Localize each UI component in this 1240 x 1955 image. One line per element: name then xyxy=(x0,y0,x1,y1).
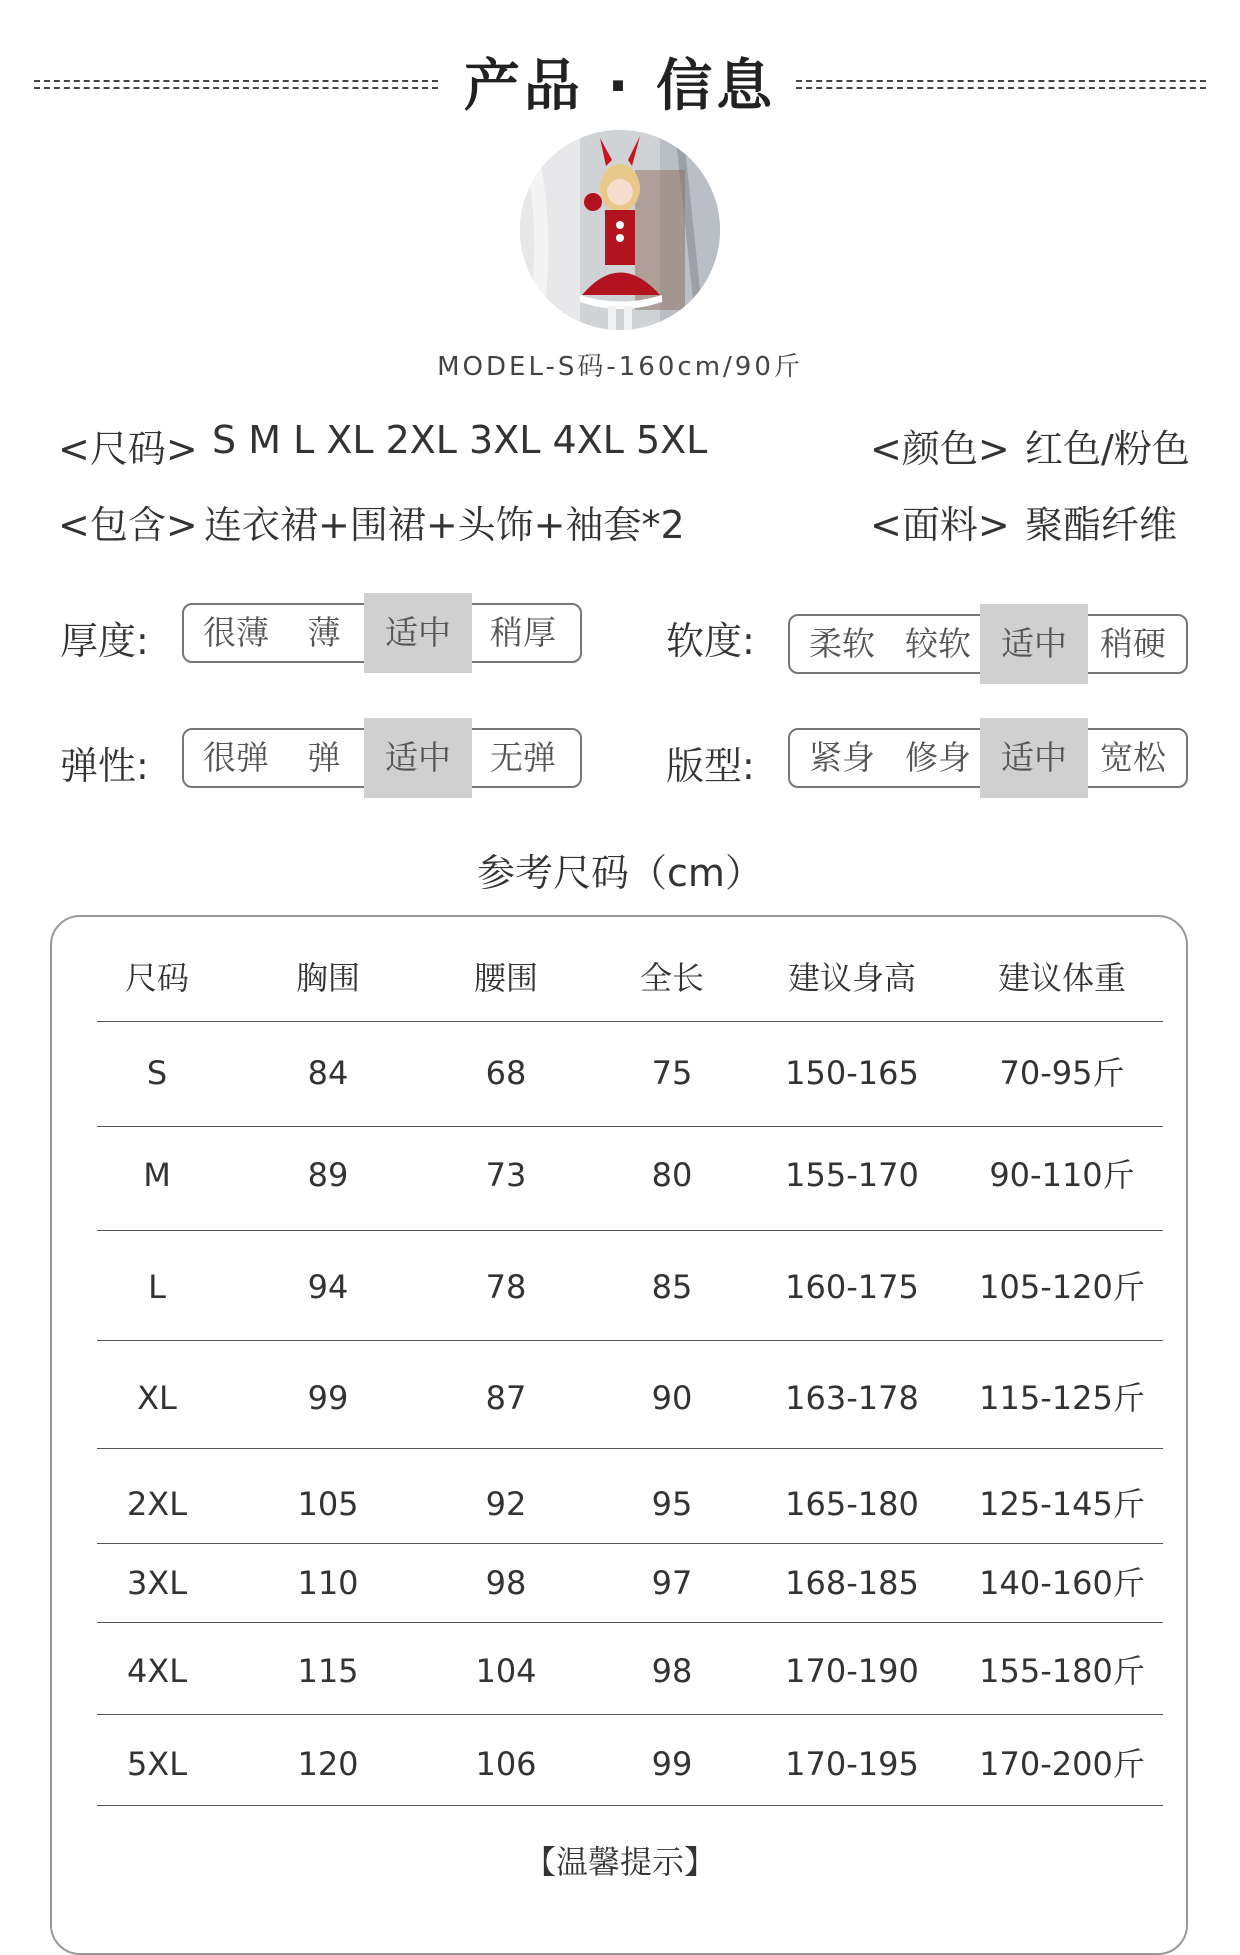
table-cell-size: M xyxy=(143,1156,171,1194)
elasticity-option: 很弹 xyxy=(203,738,269,777)
includes-value: 连衣裙+围裙+头饰+袖套*2 xyxy=(204,503,685,547)
fabric-label: <面料> xyxy=(870,503,1010,547)
thickness-label: 厚度: xyxy=(60,619,149,663)
table-cell-weight: 155-180斤 xyxy=(979,1652,1145,1690)
table-row-divider xyxy=(97,1622,1163,1623)
size-label: <尺码> xyxy=(58,427,198,471)
thickness-option: 很薄 xyxy=(203,613,269,652)
table-cell-chest: 120 xyxy=(297,1745,359,1783)
table-header-size: 尺码 xyxy=(124,959,189,997)
table-cell-weight: 90-110斤 xyxy=(989,1156,1135,1194)
elasticity-label: 弹性: xyxy=(60,744,149,788)
fit-option: 紧身 xyxy=(809,738,875,777)
table-cell-waist: 87 xyxy=(485,1379,527,1417)
fit-option: 宽松 xyxy=(1100,738,1166,777)
model-photo xyxy=(520,130,720,330)
softness-option: 柔软 xyxy=(809,624,875,663)
table-cell-size: 5XL xyxy=(126,1745,188,1783)
table-row-divider xyxy=(97,1021,1163,1022)
table-cell-weight: 170-200斤 xyxy=(979,1745,1145,1783)
softness-option: 稍硬 xyxy=(1100,624,1166,663)
table-cell-waist: 68 xyxy=(485,1054,527,1092)
color-value: 红色/粉色 xyxy=(1025,427,1190,471)
fit-scale xyxy=(788,728,1188,788)
table-cell-height: 160-175 xyxy=(785,1268,919,1306)
table-cell-chest: 89 xyxy=(307,1156,349,1194)
table-cell-weight: 70-95斤 xyxy=(999,1054,1125,1092)
size-value: S M L XL 2XL 3XL 4XL 5XL xyxy=(212,418,708,462)
color-label: <颜色> xyxy=(870,427,1010,471)
elasticity-scale xyxy=(182,728,582,788)
table-cell-height: 163-178 xyxy=(785,1379,919,1417)
fit-option-selected: 适中 xyxy=(980,718,1088,798)
table-header-weight: 建议体重 xyxy=(997,959,1126,997)
table-header-length: 全长 xyxy=(639,959,704,997)
table-row-divider xyxy=(97,1230,1163,1231)
table-cell-waist: 98 xyxy=(485,1564,527,1602)
thickness-option-selected: 适中 xyxy=(364,593,472,673)
elasticity-option-selected: 适中 xyxy=(364,718,472,798)
table-cell-waist: 73 xyxy=(485,1156,527,1194)
table-cell-chest: 115 xyxy=(297,1652,359,1690)
table-cell-length: 85 xyxy=(651,1268,693,1306)
includes-label: <包含> xyxy=(58,503,198,547)
table-cell-length: 90 xyxy=(651,1379,693,1417)
table-cell-waist: 78 xyxy=(485,1268,527,1306)
table-cell-length: 97 xyxy=(651,1564,693,1602)
table-cell-length: 99 xyxy=(651,1745,693,1783)
table-header-waist: 腰围 xyxy=(473,959,538,997)
table-row-divider xyxy=(97,1805,1163,1806)
fit-label: 版型: xyxy=(666,744,755,788)
table-cell-weight: 125-145斤 xyxy=(979,1485,1145,1523)
table-cell-waist: 106 xyxy=(475,1745,537,1783)
thickness-option: 稍厚 xyxy=(490,613,556,652)
table-cell-weight: 140-160斤 xyxy=(979,1564,1145,1602)
model-caption: MODEL-S码-160cm/90斤 xyxy=(437,352,803,382)
table-cell-height: 165-180 xyxy=(785,1485,919,1523)
softness-scale xyxy=(788,614,1188,674)
table-row-divider xyxy=(97,1543,1163,1544)
table-header-chest: 胸围 xyxy=(295,959,360,997)
table-cell-chest: 99 xyxy=(307,1379,349,1417)
table-cell-size: 2XL xyxy=(126,1485,188,1523)
page-title: 产品 · 信息 xyxy=(463,54,777,119)
table-cell-size: 4XL xyxy=(126,1652,188,1690)
fabric-value: 聚酯纤维 xyxy=(1025,503,1178,547)
table-cell-waist: 104 xyxy=(475,1652,537,1690)
table-cell-chest: 105 xyxy=(297,1485,359,1523)
model-photo-icon xyxy=(520,130,720,330)
tips-heading: 【温馨提示】 xyxy=(523,1843,716,1881)
table-cell-height: 170-190 xyxy=(785,1652,919,1690)
table-cell-height: 170-195 xyxy=(785,1745,919,1783)
table-row-divider xyxy=(97,1714,1163,1715)
table-cell-length: 98 xyxy=(651,1652,693,1690)
table-cell-size: S xyxy=(146,1054,168,1092)
thickness-scale xyxy=(182,603,582,663)
table-row-divider xyxy=(97,1448,1163,1449)
table-cell-height: 155-170 xyxy=(785,1156,919,1194)
table-cell-length: 75 xyxy=(651,1054,693,1092)
elasticity-option: 弹 xyxy=(307,738,341,777)
table-cell-length: 95 xyxy=(651,1485,693,1523)
softness-label: 软度: xyxy=(666,619,755,663)
table-cell-chest: 110 xyxy=(297,1564,359,1602)
thickness-option: 薄 xyxy=(307,613,341,652)
elasticity-option: 无弹 xyxy=(490,738,556,777)
table-row-divider xyxy=(97,1126,1163,1127)
table-cell-weight: 105-120斤 xyxy=(979,1268,1145,1306)
size-table-title: 参考尺码（cm） xyxy=(477,851,763,895)
table-cell-weight: 115-125斤 xyxy=(979,1379,1145,1417)
table-cell-size: 3XL xyxy=(126,1564,188,1602)
table-cell-size: L xyxy=(148,1268,166,1306)
table-cell-size: XL xyxy=(137,1379,177,1417)
table-cell-height: 168-185 xyxy=(785,1564,919,1602)
table-header-height: 建议身高 xyxy=(787,959,916,997)
table-cell-chest: 94 xyxy=(307,1268,349,1306)
fit-option: 修身 xyxy=(905,738,971,777)
softness-option-selected: 适中 xyxy=(980,604,1088,684)
table-row-divider xyxy=(97,1340,1163,1341)
softness-option: 较软 xyxy=(905,624,971,663)
table-cell-length: 80 xyxy=(651,1156,693,1194)
table-cell-chest: 84 xyxy=(307,1054,349,1092)
table-cell-height: 150-165 xyxy=(785,1054,919,1092)
table-cell-waist: 92 xyxy=(485,1485,527,1523)
